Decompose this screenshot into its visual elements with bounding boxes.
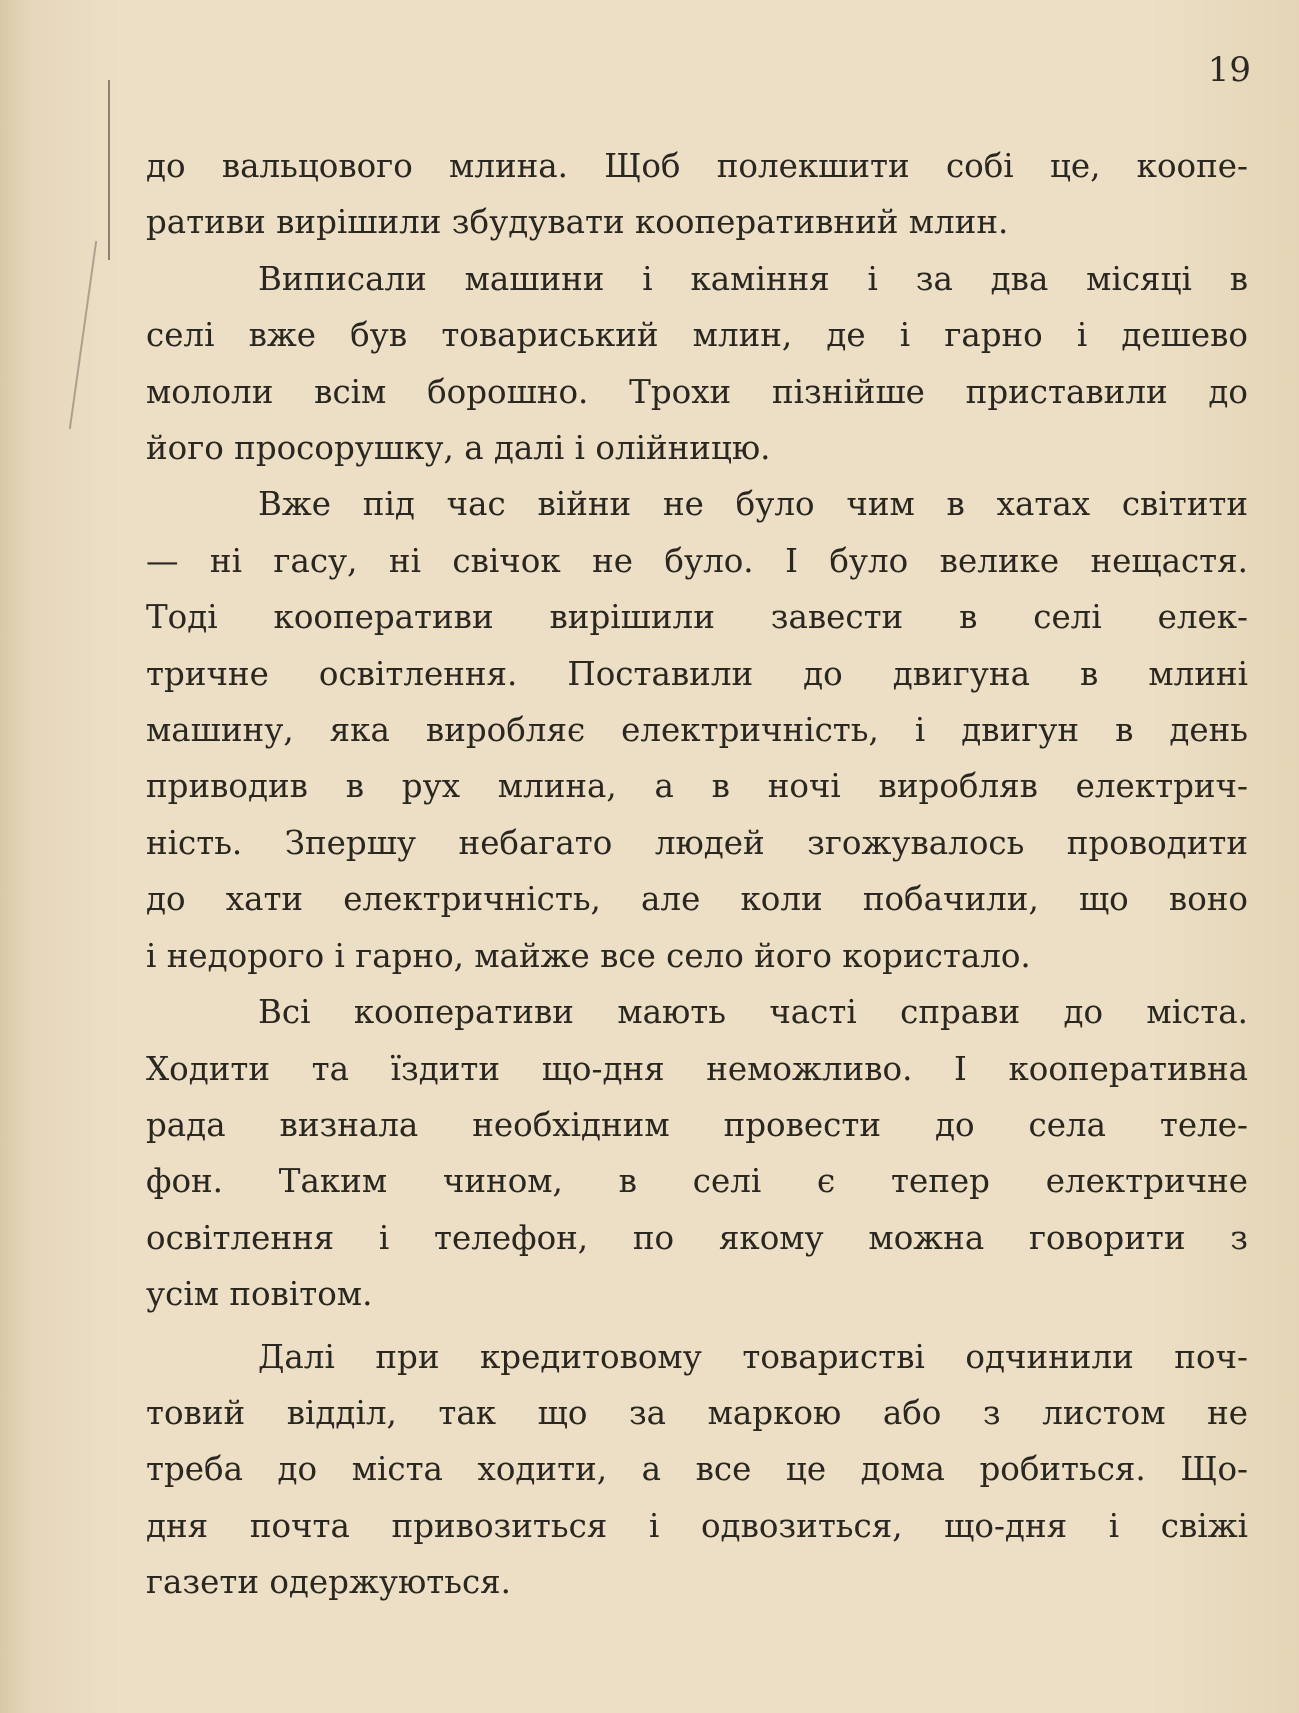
- paragraph: [146, 138, 1248, 251]
- text-line: Далі при кредитовому товаристві одчинили поч-: [258, 1337, 1248, 1376]
- text-line: фон. Таким чином, в селі є тепер електричне: [146, 1162, 1248, 1201]
- text-line: газети одержуються.: [146, 1563, 511, 1602]
- text-line: селі вже був товариський млин, де і гарно і дешево: [146, 316, 1248, 355]
- text-line: мололи всім борошно. Трохи пізнійше приставили до: [146, 372, 1248, 411]
- binding-edge-mark: [69, 241, 97, 429]
- paragraph: [146, 476, 1248, 984]
- text-line: Всі кооперативи мають часті справи до міста.: [258, 993, 1248, 1032]
- paragraph: [146, 251, 1248, 477]
- text-line: його просорушку, а далі і олійницю.: [146, 429, 771, 468]
- text-line: тричне освітлення. Поставили до двигуна в млині: [146, 654, 1248, 693]
- text-line: рада визнала необхідним провести до села теле-: [146, 1105, 1248, 1144]
- page-text: [146, 138, 1248, 1611]
- text-line: освітлення і телефон, по якому можна говорити з: [146, 1218, 1248, 1257]
- text-line: ність. Зпершу небагато людей згожувалось проводити: [146, 823, 1248, 862]
- text-line: дня почта привозиться і одвозиться, що-дня і свіжі: [146, 1506, 1248, 1545]
- page-number: 19: [1207, 50, 1251, 90]
- binding-edge-mark: [108, 80, 110, 260]
- text-line: до хати електричність, але коли побачили, що воно: [146, 880, 1248, 919]
- text-line: Ходити та їздити що-дня неможливо. І кооперативна: [146, 1049, 1248, 1088]
- paragraph: [146, 984, 1248, 1322]
- text-line: усім повітом.: [146, 1275, 373, 1314]
- text-line: машину, яка виробляє електричність, і двигун в день: [146, 711, 1248, 750]
- paragraph: [146, 1329, 1248, 1611]
- text-line: ративи вирішили збудувати кооперативний млин.: [146, 203, 1009, 242]
- text-line: — ні гасу, ні свічок не було. І було велике нещастя.: [146, 541, 1248, 580]
- text-line: Вже під час війни не було чим в хатах світити: [258, 485, 1248, 524]
- text-line: товий відділ, так що за маркою або з листом не: [146, 1393, 1248, 1432]
- text-line: Тоді кооперативи вирішили завести в селі елек-: [146, 598, 1248, 637]
- text-line: і недорого і гарно, майже все село його користало.: [146, 936, 1031, 975]
- text-line: треба до міста ходити, а все це дома робиться. Що-: [146, 1450, 1248, 1489]
- text-line: до вальцового млина. Щоб полекшити собі це, коопе-: [146, 147, 1248, 185]
- text-line: приводив в рух млина, а в ночі виробляв електрич-: [146, 767, 1248, 806]
- text-line: Виписали машини і каміння і за два місяці в: [258, 259, 1248, 298]
